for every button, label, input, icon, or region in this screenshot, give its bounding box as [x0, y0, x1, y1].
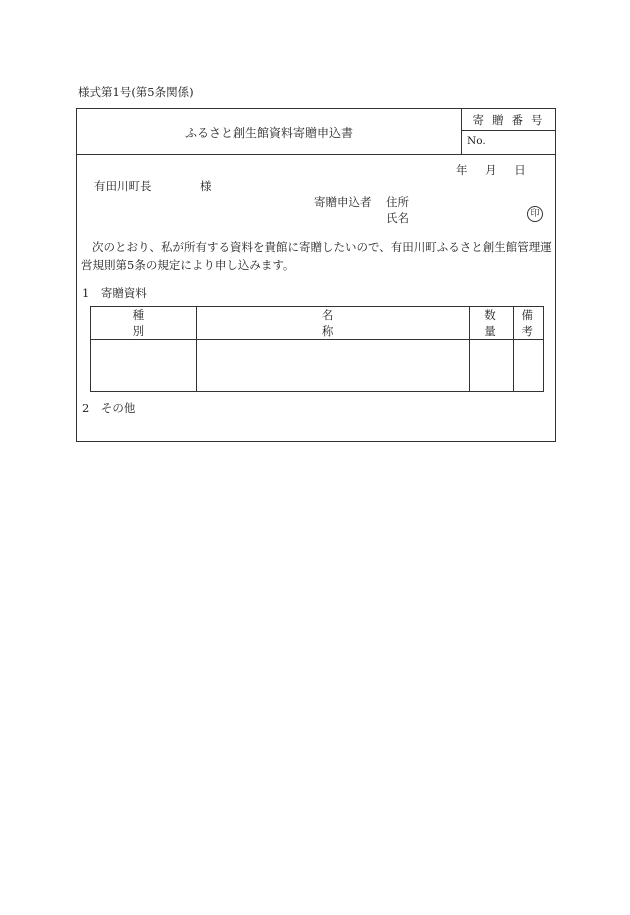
name-label: 氏名: [386, 211, 409, 225]
title-cell: [77, 109, 462, 155]
header-name: 名称: [196, 307, 469, 340]
addressee: 有田川町長: [94, 179, 152, 193]
donation-number-header: 寄贈番号: [461, 109, 556, 131]
materials-table: [90, 306, 544, 392]
header-quantity: 数量: [469, 307, 513, 340]
section-other: 2 その他: [82, 401, 136, 415]
donation-number-cell: [461, 109, 556, 155]
table-header-row: [91, 307, 544, 340]
cell-kind[interactable]: [91, 340, 197, 392]
cell-remarks[interactable]: [513, 340, 544, 392]
header-kind: 種別: [91, 307, 197, 340]
honorific: 様: [200, 179, 212, 193]
cell-quantity[interactable]: [469, 340, 513, 392]
form-title: ふるさと創生館資料寄贈申込書: [184, 126, 353, 140]
seal-mark: 印: [527, 206, 543, 222]
section-donated-materials: 1 寄贈資料: [82, 286, 147, 300]
applicant-label: 寄贈申込者: [314, 195, 372, 209]
header-remarks: 備考: [513, 307, 544, 340]
form-number-label: 様式第1号(第5条関係): [78, 85, 194, 99]
body-paragraph: 次のとおり、私が所有する資料を貴館に寄贈したいので、有田川町ふるさと創生館管理運営規則第5条の規定により申し込みます。: [81, 240, 552, 272]
donation-number-no-label: No.: [467, 135, 486, 147]
table-row: [91, 340, 544, 392]
date-line: 年 月 日: [456, 163, 526, 177]
cell-name[interactable]: [196, 340, 469, 392]
address-label: 住所: [386, 195, 409, 209]
